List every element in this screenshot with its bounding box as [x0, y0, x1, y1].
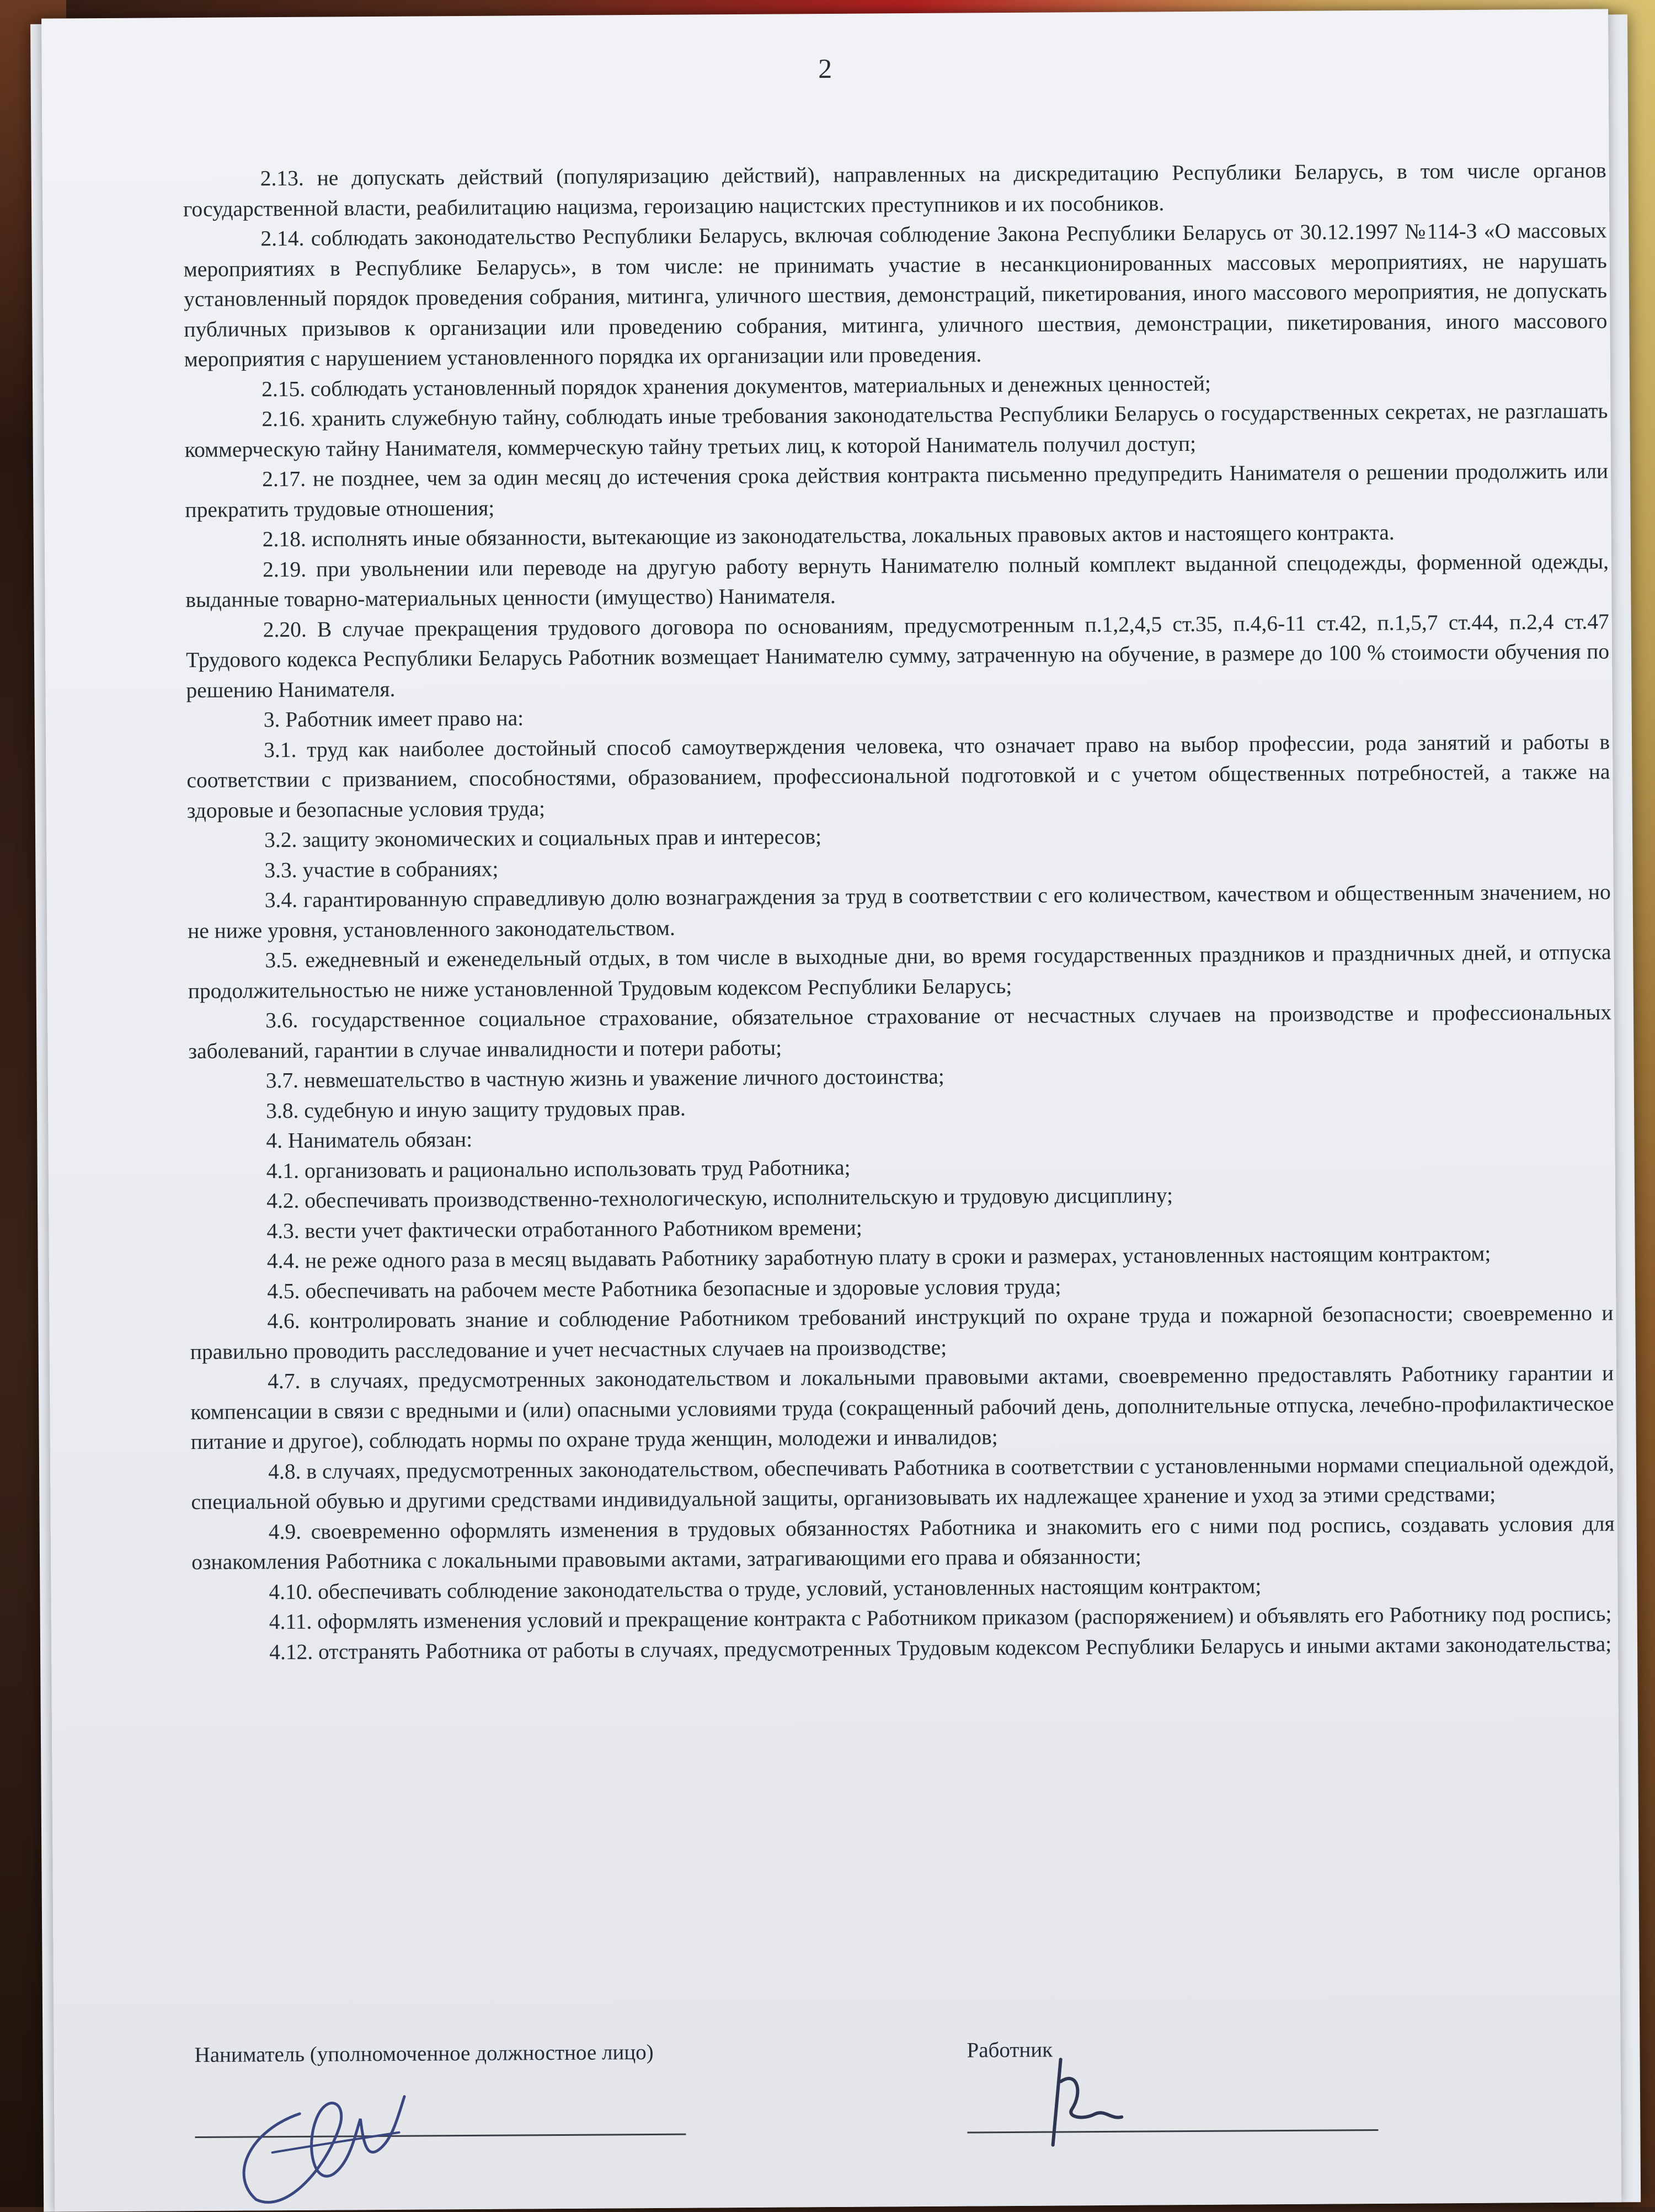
clause-paragraph: 4.3. вести учет фактически отработанного Работником времени;	[266, 1215, 862, 1243]
contract-body	[183, 155, 1616, 1667]
clause-paragraph: 2.20. В случае прекращения трудового договора по основаниям, предусмотренным п.1,2,4,5 ст.35, п.4,6-11 ст.42, п.1,5,7 ст.44, п.2,4 ст.47 Трудового кодекса Республики Беларусь Работник возмещает Нанимателю сумму, затраченную на обучение, в размере до 100 % стоимости обучения по решению Нанимателя.	[185, 609, 1610, 702]
clause-paragraph: 2.15. соблюдать установленный порядок хранения документов, материальных и денежных ценностей;	[261, 371, 1211, 401]
clause-paragraph: 4.5. обеспечивать на рабочем месте Работника безопасные и здоровые условия труда;	[266, 1273, 1061, 1303]
page-number: 2	[818, 52, 832, 84]
clause-paragraph: 2.14. соблюдать законодательство Республики Беларусь, включая соблюдение Закона Республики Беларусь от 30.12.1997 №114-З «О массовых мероприятиях в Республике Беларусь», в том числе: не принимать участие в несанкционированных массовых мероприятиях, не нарушать установленный порядок проведения собрания, митинга, уличного шествия, демонстраций, пикетирования, иного массового мероприятия, не допускать публичных призывов к организации или проведению собрания, митинга, уличного шествия, демонстрации, пикетирования, иного массового мероприятия с нарушением установленного порядка их организации или проведения.	[183, 218, 1608, 372]
clause-paragraph: 3. Работник имеет право на:	[263, 706, 524, 732]
clause-paragraph: 3.6. государственное социальное страхование, обязательное страхование от несчастных случаев на производстве и профессиональных заболеваний, гарантии в случае инвалидности и потери работы;	[188, 1000, 1612, 1063]
clause-paragraph: 2.19. при увольнении или переводе на другую работу вернуть Нанимателю полный комплект выданной спецодежды, форменной одежды, выданные товарно-материальных ценности (имущество) Нанимателя.	[185, 548, 1609, 612]
employer-signature-mark	[217, 2080, 416, 2208]
clause-paragraph: 4.7. в случаях, предусмотренных законодательством и локальными правовыми актами, своевременно предоставлять Работнику гарантии и компенсации в связи с вредными и (или) опасными условиями труда (сокращенный рабочий день, дополнительные отпуска, лечебно-профилактическое питание и другое), соблюдать нормы по охране труда женщин, молодежи и инвалидов;	[190, 1361, 1614, 1454]
clause-paragraph: 3.8. судебную и иную защиту трудовых прав.	[265, 1096, 686, 1123]
signature-block	[194, 2034, 1619, 2208]
clause-paragraph: 4.6. контролировать знание и соблюдение Работником требований инструкций по охране труда и пожарной безопасности; своевременно и правильно проводить расследование и учет несчастных случаев на производстве;	[190, 1300, 1614, 1364]
clause-paragraph: 4.2. обеспечивать производственно-технологическую, исполнительскую и трудовую дисциплину;	[266, 1183, 1173, 1213]
clause-paragraph: 3.4. гарантированную справедливую долю вознаграждения за труд в соответствии с его количеством, качеством и общественным значением, но не ниже уровня, установленного законодательством.	[187, 880, 1611, 943]
clause-paragraph: 4.11. оформлять изменения условий и прекращение контракта с Работником приказом (распоряжением) и объявлять его Работнику под роспись;	[269, 1601, 1612, 1634]
document-page	[41, 9, 1621, 2211]
employee-signature-mark	[1028, 2048, 1139, 2154]
clause-paragraph: 4.12. отстранять Работника от работы в случаях, предусмотренных Трудовым кодексом Республики Беларусь и иными актами законодательства;	[269, 1631, 1612, 1664]
clause-paragraph: 4.10. обеспечивать соблюдение законодательства о труде, условий, установленных настоящим контрактом;	[269, 1573, 1262, 1604]
clause-paragraph: 2.18. исполнять иные обязанности, вытекающие из законодательства, локальных правовых актов и настоящего контракта.	[262, 520, 1395, 552]
clause-paragraph: 4.1. организовать и рационально использовать труд Работника;	[266, 1155, 851, 1183]
clause-paragraph: 3.7. невмешательство в частную жизнь и уважение личного достоинства;	[265, 1064, 944, 1093]
clause-paragraph: 4.9. своевременно оформлять изменения в трудовых обязанностях Работника и знакомить его с ними под роспись, создавать условия для ознакомления Работника с локальными правовыми актами, затрагивающими его права и обязанности;	[191, 1511, 1615, 1575]
clause-paragraph: 4.8. в случаях, предусмотренных законодательством, обеспечивать Работника в соответствии с установленными нормами специальной одеждой, специальной обувью и другими средствами индивидуальной защиты, организовывать их надлежащее хранение и уход за этими средствами;	[191, 1451, 1615, 1515]
clause-paragraph: 3.3. участие в собраниях;	[264, 856, 499, 882]
clause-paragraph: 3.1. труд как наиболее достойный способ самоутверждения человека, что означает право на выбор профессии, рода занятий и работы в соответствии с призванием, способностями, образованием, профессиональной подготовкой и с учетом общественных потребностей, а также на здоровые и безопасные условия труда;	[186, 729, 1610, 823]
clause-paragraph: 4. Наниматель обязан:	[266, 1127, 473, 1153]
clause-paragraph: 3.2. защиту экономических и социальных прав и интересов;	[264, 824, 822, 852]
clause-paragraph: 3.5. ежедневный и еженедельный отдых, в том числе в выходные дни, во время государственных праздников и праздничных дней, и отпуска продолжительностью не ниже установленной Трудовым кодексом Республики Беларусь;	[188, 940, 1611, 1003]
clause-paragraph: 2.13. не допускать действий (популяризацию действий), направленных на дискредитацию Республики Беларусь, в том числе органов государственной власти, реабилитацию нацизма, героизацию нацистских преступников и их пособников.	[183, 158, 1606, 221]
clause-paragraph: 2.16. хранить служебную тайну, соблюдать иные требования законодательства Республики Беларусь о государственных секретах, не разглашать коммерческую тайну Нанимателя, коммерческую тайну третьих лиц, к которой Наниматель получил доступ;	[184, 398, 1608, 462]
clause-paragraph: 2.17. не позднее, чем за один месяц до истечения срока действия контракта письменно предупредить Нанимателя о решении продолжить или прекратить трудовые отношения;	[185, 459, 1609, 522]
employee-signature-label: Работник	[967, 2038, 1053, 2062]
clause-paragraph: 4.4. не реже одного раза в месяц выдавать Работнику заработную плату в сроки и размерах, установленных настоящим контрактом;	[266, 1241, 1491, 1273]
employer-signature-label: Наниматель (уполномоченное должностное лицо)	[194, 2040, 654, 2067]
